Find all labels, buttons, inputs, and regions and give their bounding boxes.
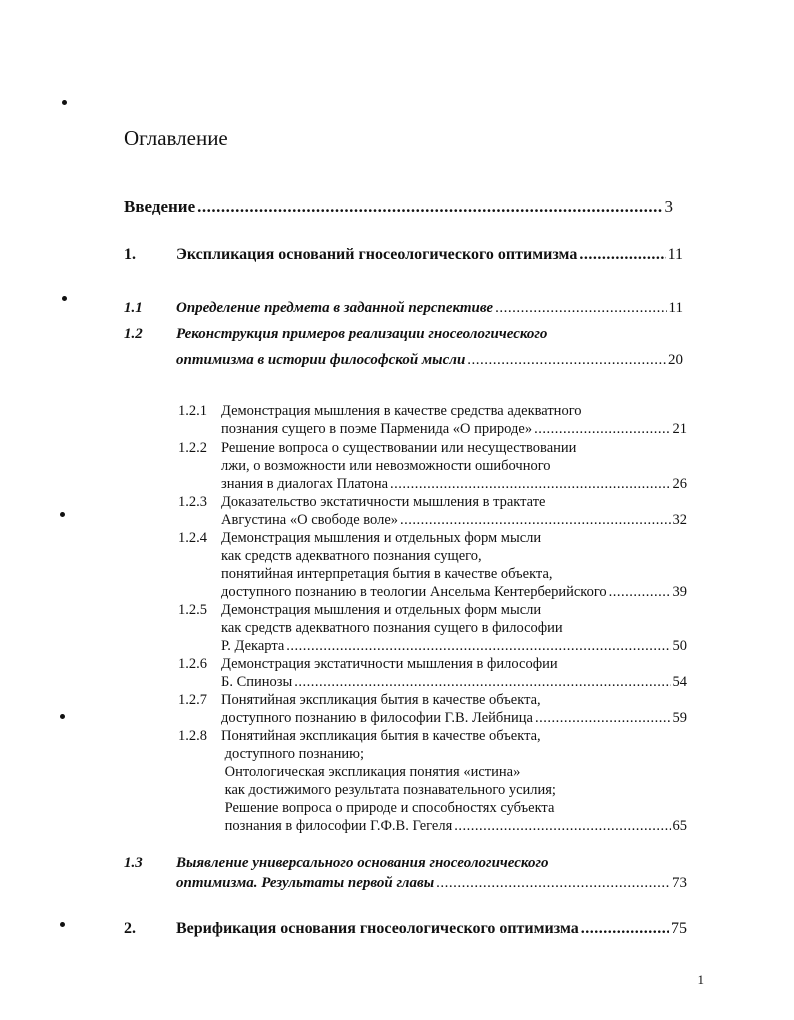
toc-leader-dots (579, 246, 665, 264)
toc-label-line: как достижимого результата познавательного усилия; (221, 782, 556, 798)
toc-number: 1.2.7 (178, 692, 207, 708)
toc-page: 50 (672, 638, 687, 654)
toc-label-line: доступного познанию; (221, 746, 364, 762)
toc-label-line: как средств адекватного познания сущего, (221, 548, 482, 564)
toc-number: 1.2.3 (178, 494, 207, 510)
toc-label-line: Реконструкция примеров реализации гносеологического (176, 326, 548, 342)
toc-label-line: лжи, о возможности или невозможности ошибочного (221, 458, 551, 474)
toc-leader-dots (400, 512, 670, 529)
toc-number: 1.2.6 (178, 656, 207, 672)
toc-label-line: Демонстрация мышления и отдельных форм мысли (221, 602, 542, 618)
toc-label-line: Демонстрация мышления и отдельных форм мысли (221, 530, 542, 546)
toc-entry-1-2-3[interactable] (221, 512, 687, 529)
toc-leader-dots (467, 352, 666, 369)
toc-entry-1-2-5[interactable] (221, 638, 687, 655)
toc-label: Введение (124, 197, 196, 216)
toc-number: 1.2.1 (178, 403, 207, 419)
toc-page: 20 (668, 352, 683, 368)
scan-mark (62, 100, 67, 105)
toc-entry-chapter-1[interactable] (176, 246, 683, 264)
toc-leader-dots (454, 818, 670, 835)
toc-page: 26 (672, 476, 687, 492)
toc-leader-dots (609, 584, 671, 601)
toc-label: Верификация основания гносеологического оптимизма (176, 920, 579, 937)
toc-label-line: понятийная интерпретация бытия в качестве объекта, (221, 566, 553, 582)
toc-leader-dots (390, 476, 670, 493)
toc-label-line: Решение вопроса о природе и способностях субъекта (221, 800, 555, 816)
toc-label-line: как средств адекватного познания сущего в философии (221, 620, 563, 636)
toc-label: познания сущего в поэме Парменида «О природе» (221, 421, 533, 437)
toc-entry-1-2-7[interactable] (221, 710, 687, 727)
toc-leader-dots (535, 710, 671, 727)
toc-label: оптимизма в истории философской мысли (176, 352, 466, 368)
toc-number: 1.2.4 (178, 530, 207, 546)
toc-label: Р. Декарта (221, 638, 285, 654)
toc-page: 59 (672, 710, 687, 726)
toc-leader-dots (294, 674, 670, 691)
toc-page: 75 (671, 920, 687, 937)
scan-mark (62, 296, 67, 301)
toc-page: 39 (672, 584, 687, 600)
scan-mark (60, 512, 65, 517)
toc-entry-1-1[interactable] (176, 300, 683, 317)
toc-number: 1.2 (124, 326, 143, 342)
toc-label: доступного познанию в философии Г.В. Лейбница (221, 710, 533, 726)
toc-leader-dots (495, 300, 666, 317)
toc-entry-1-2-2[interactable] (221, 476, 687, 493)
toc-entry-1-2[interactable] (176, 352, 683, 369)
toc-label: доступного познанию в теологии Ансельма Кентерберийского (221, 584, 607, 600)
toc-label-line: Выявление универсального основания гносеологического (176, 855, 549, 871)
toc-number: 2. (124, 920, 136, 937)
page-title: Оглавление (124, 126, 228, 150)
toc-label: Б. Спинозы (221, 674, 293, 690)
toc-label-line: Доказательство экстатичности мышления в трактате (221, 494, 546, 510)
toc-number: 1.2.2 (178, 440, 207, 456)
toc-entry-1-2-1[interactable] (221, 421, 687, 438)
toc-label: Экспликация оснований гносеологического оптимизма (176, 246, 578, 263)
toc-page: 54 (672, 674, 687, 690)
toc-leader-dots (436, 875, 670, 892)
toc-number: 1.2.8 (178, 728, 207, 744)
toc-page: 3 (664, 197, 673, 216)
toc-label-line: Решение вопроса о существовании или несуществовании (221, 440, 577, 456)
toc-number: 1.1 (124, 300, 143, 316)
toc-page: 21 (672, 421, 687, 437)
toc-label: оптимизма. Результаты первой главы (176, 875, 435, 891)
toc-page: 32 (672, 512, 687, 528)
toc-entry-introduction[interactable] (124, 197, 673, 217)
toc-leader-dots (534, 421, 670, 438)
toc-entry-1-2-6[interactable] (221, 674, 687, 691)
toc-label: познания в философии Г.Ф.В. Гегеля (221, 818, 453, 834)
toc-page: 65 (672, 818, 687, 834)
toc-leader-dots (286, 638, 670, 655)
toc-leader-dots (581, 920, 669, 938)
toc-label-line: Понятийная экспликация бытия в качестве объекта, (221, 728, 541, 744)
toc-number: 1. (124, 246, 136, 263)
toc-entry-1-3[interactable] (176, 875, 687, 892)
toc-label: Определение предмета в заданной перспективе (176, 300, 494, 316)
toc-page: 73 (672, 875, 687, 891)
toc-page: 11 (667, 246, 683, 263)
page-number: 1 (697, 972, 704, 987)
toc-label-line: Демонстрация экстатичности мышления в философии (221, 656, 558, 672)
toc-page: 11 (668, 300, 683, 316)
toc-label-line: Понятийная экспликация бытия в качестве объекта, (221, 692, 541, 708)
toc-label-line: Демонстрация мышления в качестве средства адекватного (221, 403, 582, 419)
scan-mark (60, 714, 65, 719)
toc-entry-1-2-4[interactable] (221, 584, 687, 601)
toc-entry-1-2-8[interactable] (221, 818, 687, 835)
toc-number: 1.3 (124, 855, 143, 871)
toc-label: знания в диалогах Платона (221, 476, 389, 492)
toc-number: 1.2.5 (178, 602, 207, 618)
toc-leader-dots (197, 197, 662, 217)
toc-label: Августина «О свободе воле» (221, 512, 399, 528)
toc-entry-chapter-2[interactable] (176, 920, 687, 938)
scan-mark (60, 922, 65, 927)
toc-label-line: Онтологическая экспликация понятия «истина» (221, 764, 521, 780)
